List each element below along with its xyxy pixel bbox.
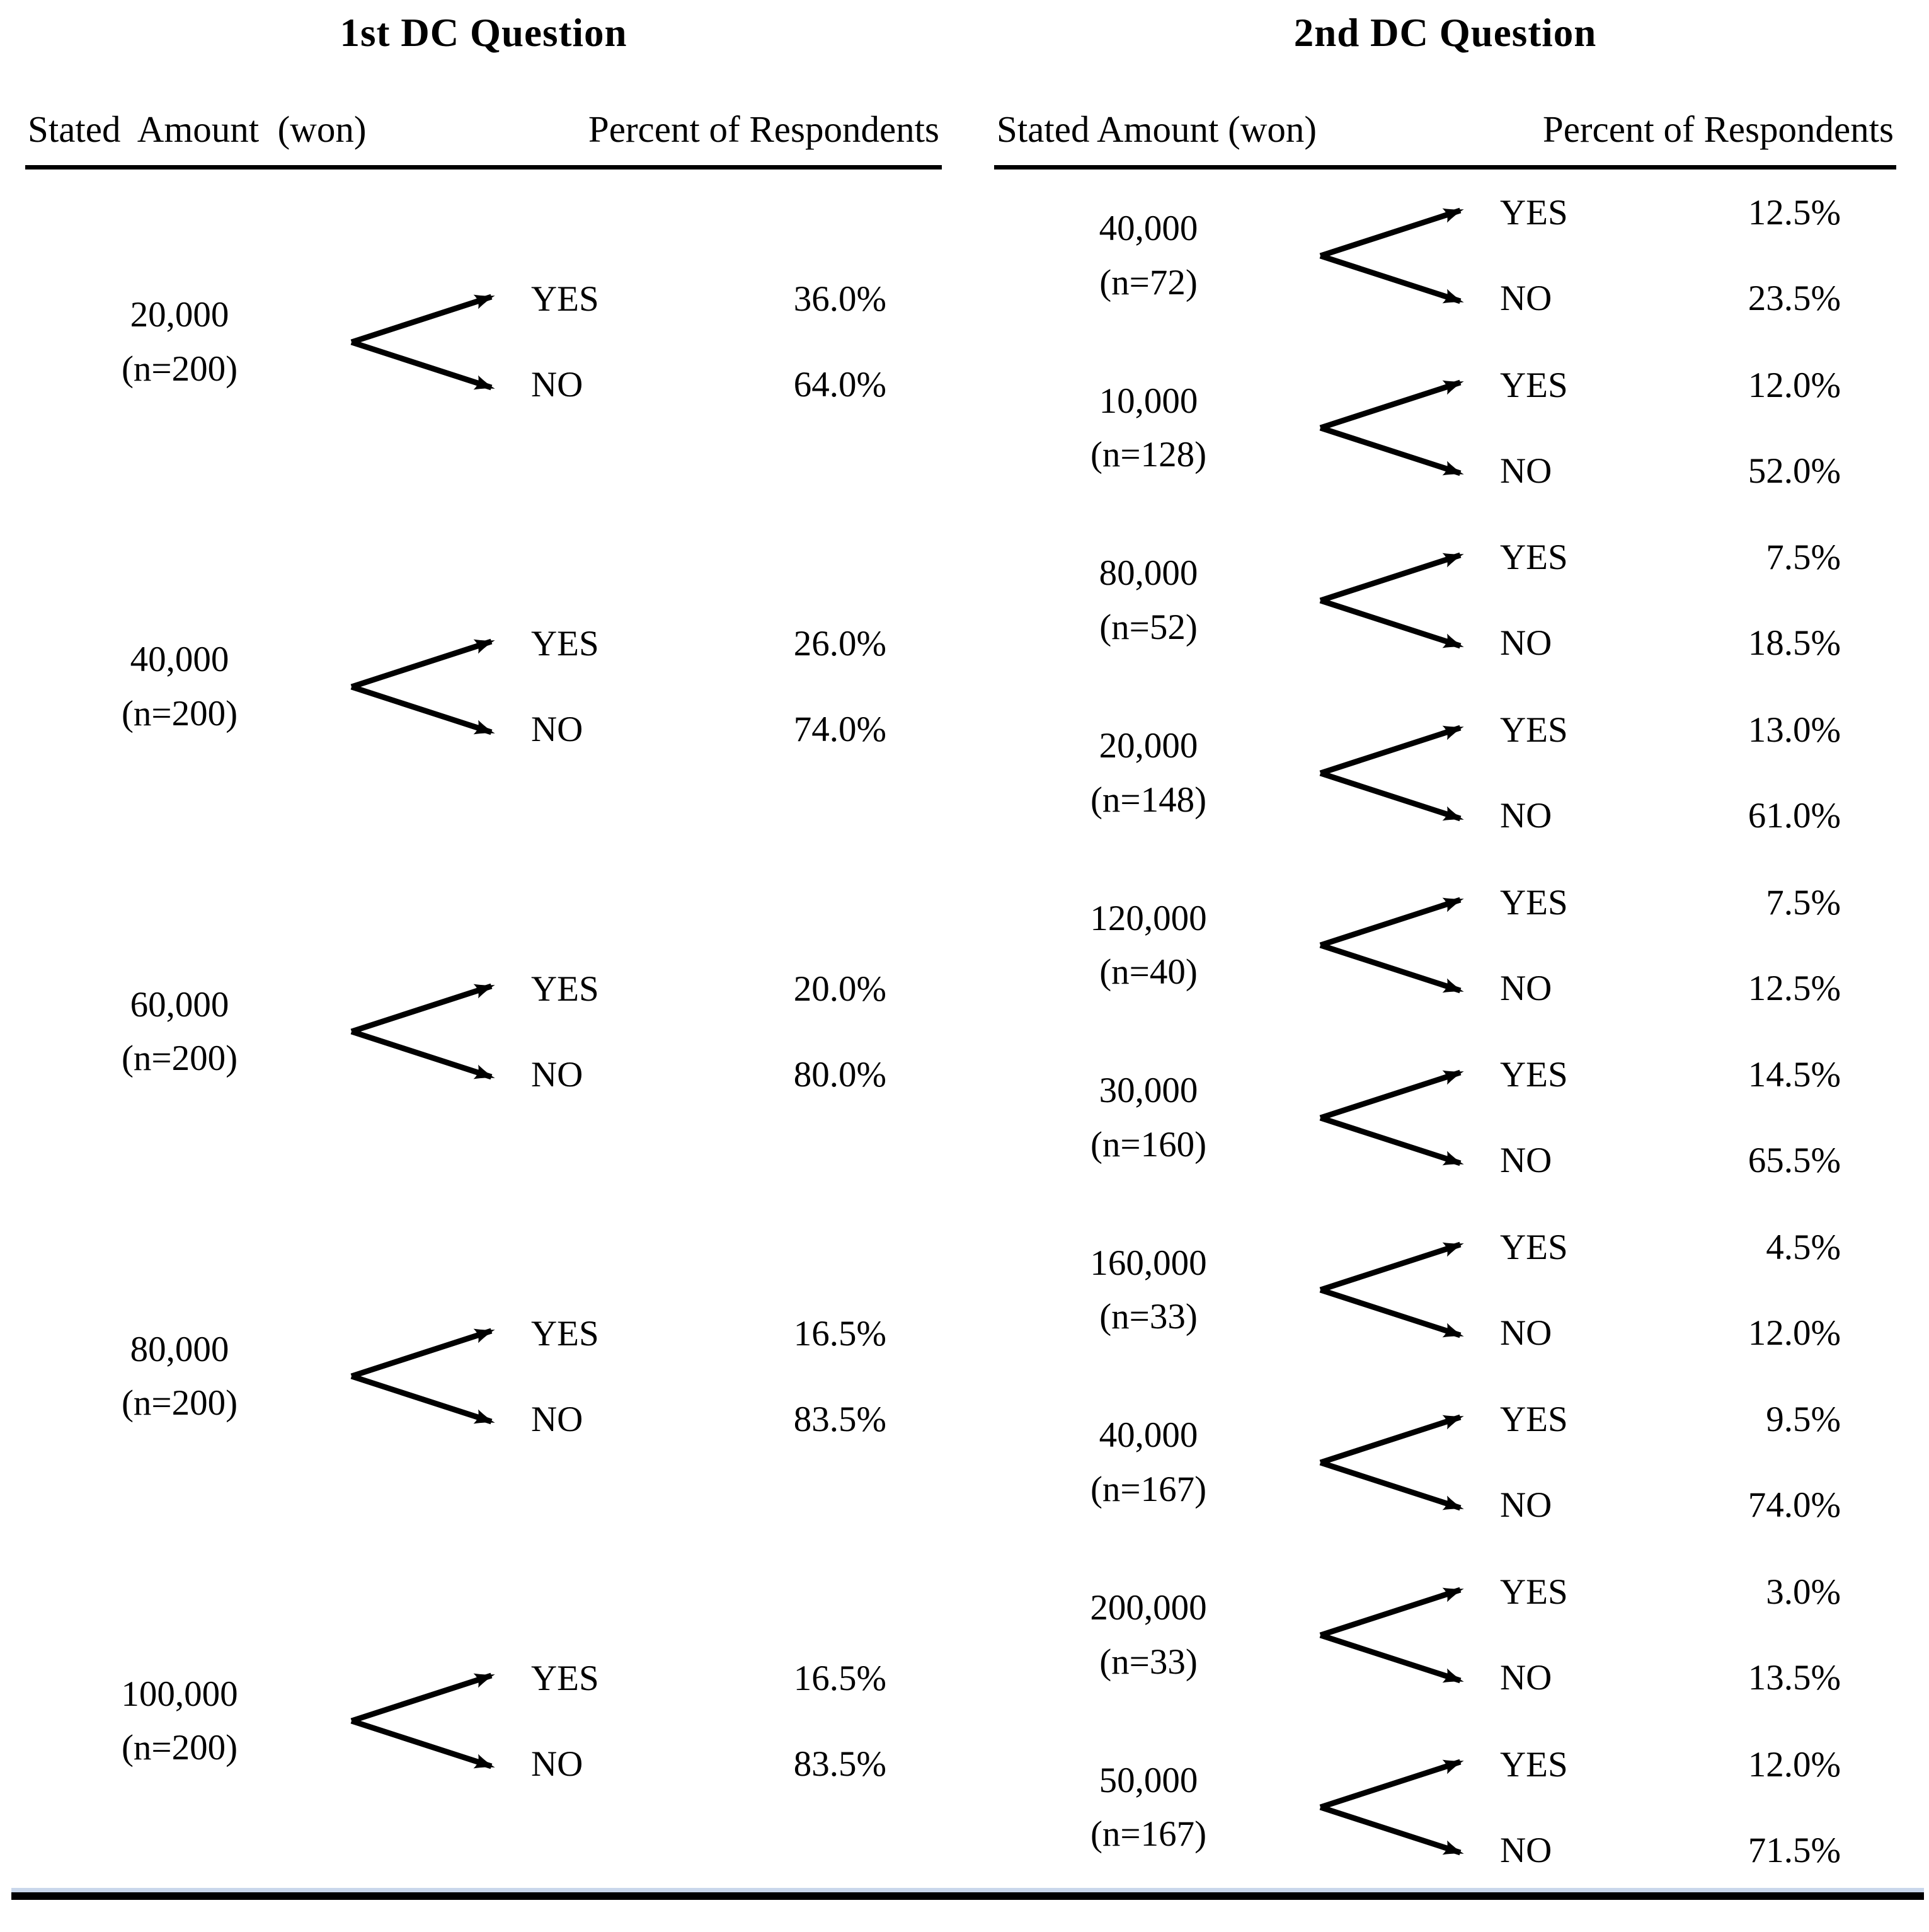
sample-size: (n=167) [1090,1469,1207,1509]
dc-question-panel [994,0,1896,1894]
bid-group-content [25,624,942,750]
fork-arrows-icon [346,1313,513,1439]
yes-label: YES [531,969,599,1009]
column-headers [25,108,942,151]
stated-amount-block [1051,1581,1246,1689]
yes-percent: 4.5% [1766,1227,1841,1267]
sample-size: (n=160) [1090,1124,1207,1164]
column-header-percent-of-respondents: Percent of Respondents [588,108,939,150]
outcomes [1500,882,1896,1008]
dc-question-panel [25,0,942,1894]
bid-group [25,514,942,859]
sample-size: (n=52) [1099,607,1198,647]
yes-percent: 12.0% [1748,365,1841,405]
yes-label: YES [531,1313,599,1354]
sample-size: (n=72) [1099,262,1198,302]
stated-amount-block [1051,374,1246,482]
stated-amount-value: 120,000 [1090,898,1207,938]
panel-title: 2nd DC Question [1293,11,1597,55]
yes-row [1500,538,1841,578]
no-label: NO [531,365,583,405]
yes-row [531,624,886,664]
stated-amount-block [82,978,277,1086]
bid-group-content [25,1313,942,1439]
stated-amount-block [1051,546,1246,654]
no-percent: 74.0% [793,710,886,750]
no-percent: 80.0% [793,1054,886,1095]
yes-label: YES [1500,882,1568,923]
sample-size: (n=200) [121,1038,238,1078]
no-label: NO [1500,451,1552,491]
yes-label: YES [1500,1227,1568,1267]
yes-percent: 16.5% [793,1658,886,1698]
no-percent: 13.5% [1748,1658,1841,1698]
bid-group [25,1549,942,1894]
outcomes [1500,1400,1896,1526]
groups-container [25,170,942,1894]
header-rule [994,165,1896,170]
stated-amount-value: 40,000 [130,640,229,680]
bid-group-content [994,1744,1896,1870]
sample-size: (n=200) [121,1728,238,1768]
stated-amount-block [1051,1754,1246,1861]
fork-arrows-icon [1315,365,1482,491]
outcomes [531,624,942,750]
yes-label: YES [1500,1572,1568,1613]
outcomes [531,1658,942,1784]
stated-amount-value: 80,000 [130,1329,229,1369]
bid-group-content [994,1400,1896,1526]
fork-arrows-icon [346,279,513,405]
no-row [1500,623,1841,664]
yes-label: YES [531,624,599,664]
stated-amount-block [1051,1064,1246,1171]
stated-amount-block [1051,892,1246,999]
bid-group [994,1721,1896,1894]
sample-size: (n=200) [121,1383,238,1423]
no-label: NO [1500,968,1552,1008]
stated-amount-block [1051,1236,1246,1344]
no-percent: 18.5% [1748,623,1841,664]
yes-percent: 12.5% [1748,193,1841,233]
column-header-stated-amount: Stated Amount (won) [997,108,1317,150]
yes-percent: 13.0% [1748,710,1841,750]
sample-size: (n=167) [1090,1814,1207,1854]
yes-percent: 7.5% [1766,538,1841,578]
yes-row [1500,365,1841,405]
no-percent: 71.5% [1748,1830,1841,1870]
yes-label: YES [1500,1055,1568,1095]
yes-row [1500,1572,1841,1613]
bid-group-content [994,365,1896,491]
groups-container [994,170,1896,1894]
fork-arrows-icon [1315,1400,1482,1526]
no-row [1500,279,1841,319]
no-row [1500,1658,1841,1698]
bid-group [994,859,1896,1032]
outcomes [531,1313,942,1439]
yes-label: YES [1500,1400,1568,1440]
yes-row [1500,193,1841,233]
no-label: NO [1500,623,1552,664]
no-row [1500,1830,1841,1870]
yes-row [1500,1055,1841,1095]
bid-group [994,342,1896,515]
no-percent: 23.5% [1748,279,1841,319]
fork-arrows-icon [1315,538,1482,664]
yes-percent: 20.0% [793,969,886,1009]
outcomes [1500,1227,1896,1353]
no-label: NO [531,1744,583,1784]
sample-size: (n=33) [1099,1297,1198,1337]
bid-group-content [994,882,1896,1008]
stated-amount-block [82,633,277,740]
bid-group [994,1376,1896,1549]
stated-amount-block [1051,202,1246,309]
fork-arrows-icon [346,1658,513,1784]
fork-arrows-icon [1315,882,1482,1008]
outcomes [1500,1055,1896,1181]
stated-amount-value: 60,000 [130,984,229,1025]
outcomes [1500,1572,1896,1698]
no-label: NO [531,1399,583,1439]
stated-amount-value: 100,000 [121,1674,238,1714]
no-label: NO [1500,1830,1552,1870]
yes-row [1500,1227,1841,1267]
yes-label: YES [531,279,599,319]
bid-group-content [25,279,942,405]
yes-row [531,279,886,319]
no-percent: 64.0% [793,365,886,405]
bid-group [994,1032,1896,1204]
bid-group-content [994,710,1896,836]
no-label: NO [531,710,583,750]
bid-group [994,170,1896,342]
column-headers [994,108,1896,151]
yes-label: YES [1500,365,1568,405]
no-label: NO [1500,1141,1552,1181]
column-header-stated-amount: Stated Amount (won) [28,108,367,150]
fork-arrows-icon [1315,1572,1482,1698]
yes-row [1500,882,1841,923]
no-percent: 83.5% [793,1399,886,1439]
no-row [531,710,886,750]
bid-group [994,1204,1896,1377]
yes-percent: 9.5% [1766,1400,1841,1440]
bid-group [25,170,942,514]
sample-size: (n=128) [1090,435,1207,475]
yes-row [531,969,886,1009]
bid-group [25,1204,942,1549]
panel-title: 1st DC Question [340,11,627,55]
bid-group [994,1549,1896,1722]
fork-arrows-icon [1315,193,1482,319]
no-percent: 61.0% [1748,796,1841,836]
no-percent: 12.5% [1748,968,1841,1008]
no-label: NO [1500,279,1552,319]
yes-label: YES [1500,1744,1568,1785]
stated-amount-block [1051,719,1246,827]
yes-percent: 14.5% [1748,1055,1841,1095]
fork-arrows-icon [346,624,513,750]
no-row [1500,1313,1841,1353]
outcomes [531,969,942,1095]
outcomes [1500,365,1896,491]
yes-row [531,1313,886,1354]
stated-amount-block [82,1667,277,1775]
bid-group-content [994,1227,1896,1353]
stated-amount-value: 40,000 [1099,209,1198,249]
stated-amount-value: 160,000 [1090,1243,1207,1283]
bid-group-content [994,1055,1896,1181]
bid-group [25,859,942,1204]
stated-amount-value: 30,000 [1099,1071,1198,1111]
column-header-percent-of-respondents: Percent of Respondents [1542,108,1894,150]
no-label: NO [1500,1658,1552,1698]
yes-percent: 26.0% [793,624,886,664]
no-row [531,1399,886,1439]
yes-percent: 3.0% [1766,1572,1841,1613]
no-row [1500,451,1841,491]
stated-amount-value: 200,000 [1090,1588,1207,1628]
no-percent: 83.5% [793,1744,886,1784]
yes-label: YES [531,1658,599,1698]
fork-arrows-icon [1315,1227,1482,1353]
no-row [531,1054,886,1095]
no-percent: 74.0% [1748,1485,1841,1526]
yes-percent: 12.0% [1748,1744,1841,1785]
stated-amount-value: 40,000 [1099,1415,1198,1456]
yes-label: YES [1500,710,1568,750]
no-percent: 52.0% [1748,451,1841,491]
no-label: NO [1500,1485,1552,1526]
sample-size: (n=33) [1099,1642,1198,1682]
bottom-rule [11,1892,1924,1900]
bid-group-content [994,538,1896,664]
stated-amount-block [82,288,277,396]
yes-row [1500,1400,1841,1440]
bid-group-content [25,969,942,1095]
bid-group-content [994,1572,1896,1698]
no-percent: 65.5% [1748,1141,1841,1181]
header-rule [25,165,942,170]
no-label: NO [1500,1313,1552,1353]
stated-amount-value: 10,000 [1099,381,1198,421]
fork-arrows-icon [346,969,513,1095]
bid-group [994,514,1896,687]
stated-amount-value: 80,000 [1099,553,1198,594]
sample-size: (n=200) [121,693,238,733]
no-label: NO [531,1054,583,1095]
stated-amount-block [82,1323,277,1430]
yes-percent: 7.5% [1766,882,1841,923]
no-row [1500,968,1841,1008]
stated-amount-value: 50,000 [1099,1760,1198,1800]
sample-size: (n=40) [1099,952,1198,992]
bottom-rule-accent [11,1888,1924,1892]
stated-amount-value: 20,000 [1099,726,1198,766]
no-row [1500,1485,1841,1526]
no-row [531,1744,886,1784]
fork-arrows-icon [1315,1744,1482,1870]
no-row [531,365,886,405]
yes-percent: 16.5% [793,1313,886,1354]
fork-arrows-icon [1315,710,1482,836]
outcomes [1500,193,1896,319]
sample-size: (n=200) [121,348,238,389]
outcomes [1500,710,1896,836]
yes-label: YES [1500,193,1568,233]
bid-group-content [994,193,1896,319]
fork-arrows-icon [1315,1055,1482,1181]
no-row [1500,1141,1841,1181]
stated-amount-block [1051,1408,1246,1516]
yes-row [1500,1744,1841,1785]
yes-label: YES [1500,538,1568,578]
yes-percent: 36.0% [793,279,886,319]
outcomes [1500,538,1896,664]
yes-row [1500,710,1841,750]
no-row [1500,796,1841,836]
stated-amount-value: 20,000 [130,295,229,335]
outcomes [1500,1744,1896,1870]
bid-group-content [25,1658,942,1784]
no-label: NO [1500,796,1552,836]
bid-group [994,687,1896,860]
no-percent: 12.0% [1748,1313,1841,1353]
sample-size: (n=148) [1090,779,1207,820]
yes-row [531,1658,886,1698]
outcomes [531,279,942,405]
